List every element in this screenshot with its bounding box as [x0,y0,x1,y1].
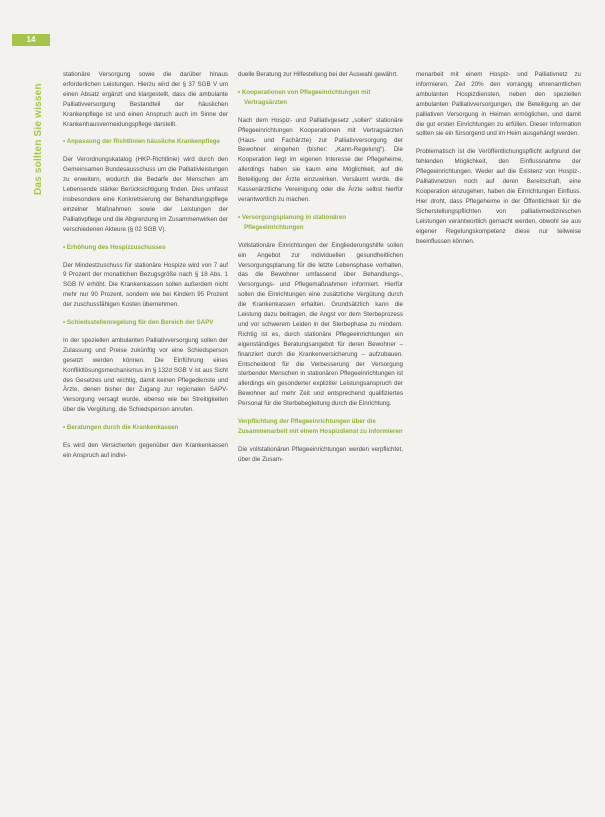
page-number: 14 [12,34,50,46]
subheading: • Anpassung der Richtlinien häusliche Krankenpflege [63,137,228,147]
subheading: • Beratungen durch die Krankenkassen [63,423,228,433]
paragraph: Die vollstationären Pflegeeinrichtungen werden verpflichtet, über die Zusam- [238,445,403,463]
paragraph: stationäre Versorgung sowie die darüber hinaus erforderlichen Leistungen. Hierzu wird der § 37 SGB V um einen Absatz ergänzt und klargestellt, dass die ambulante Palliativversorgung Bestandteil der häuslichen Krankenpflege ist und einen Anspruch auch im Sinne der Krankenhausvermeidungspflege darstellt. [63,71,228,128]
paragraph: Problematisch ist die Veröffentlichungspflicht aufgrund der fehlenden Möglichkeit, den Einflussnahme der Pflegeeinrichtungen. Weder auf die Existenz von Hospiz-, Palliativnetzen noch auf deren Bereitschaft, eine Kooperation einzugehen, haben die Einrichtungen Einfluss. Hier droht, dass Pflegeheime in der Öffentlichkeit für die Sicherstellungspflichten von palliativmedizinischen Leistungen verantwortlich gemacht werden, obwohl sie aus eigener Regelungskompetenz diese nur teilweise beeinflussen können. [416,148,581,245]
paragraph: Es wird den Versicherten gegenüber den Krankenkassen ein Anspruch auf indivi- [63,442,228,459]
text-column-2 [238,70,403,473]
paragraph: duelle Beratung zur Hilfestellung bei der Auswahl gewährt. [238,71,398,78]
paragraph: Der Verordnungskatalog (HKP-Richtlinie) wird durch den Gemeinsamen Bundesausschuss um die Palliativleistungen zu erweitern, wodurch die Bedarfe der Menschen am Lebensende stärker Berücksichtigung finden. Dies umfasst insbesondere eine Konkretisierung der Behandlungspflege einzelner Maßnahmen sowie der Leistungen der Palliativpflege und die Abgrenzung im Zusammenwirken der verschiedenen Akteure (§ 02 SGB V). [63,156,228,233]
text-column-3 [416,70,581,254]
paragraph: Vollstationäre Einrichtungen der Eingliederungshilfe sollen ein Angebot zur individuellen gesundheitlichen Versorgungsplanung für die letzte Lebensphase vorhalten, das die Bewohner umfassend über Behandlungs-, Versorgungs- und Pflegemaßnahmen informiert. Hierfür sollen die Einrichtungen eine zusätzliche Vergütung durch die Krankenkassen erhalten. Grundsätzlich kann die Leistung dazu beitragen, die Angst vor dem Sterbeprozess und vor schwerem Leiden in der Sterbephase zu mindern. Richtig ist es, durch stationäre Pflegeeinrichtungen ein eigenständiges Beratungsangebot für deren Bewohner – finanziert durch die Krankenversicherung – aufzubauen. Entscheidend für die Verbesserung der Versorgung sterbender Menschen in stationären Pflegeeinrichtungen ist allerdings ein gesonderter expliziter Leistungsanspruch der Bewohner auf mehr Zeit und entsprechend qualifiziertes Personal für die Sterbebegleitung durch die Einrichtung. [238,241,403,408]
paragraph: menarbeit mit einem Hospiz- und Palliativnetz zu informieren. Zeil 20% den vorrangig ehrenamtlichen ambulanten Hospizdiensten, neben den speziellen ambulanten Palliativversorgungen, die Beteiligung an der palliativen Versorgung in Heimen ermöglichen, und damit die gut ersten Einrichtungen zu erfüllen. Dieser Information sollten sie ein fürsorgend und im Heim ausgehängt werden. [416,71,581,138]
subheading: • Versorgungsplanung in stationären Pflegeeinrichtungen [238,213,403,233]
subheading: • Kooperationen von Pflegeeinrichtungen mit Vertragsärzten [238,88,403,108]
paragraph: In der speziellen ambulanten Palliativversorgung sollen der Zulassung und Preise zukünftig vor eine Schiedsperson gesetzt werden können. Die Einführung eines Konfliktlösungsmechanismus im § 132d SGB V ist aus Sicht des Gesetzes und wichtig, damit keinen Pflegedienste und Ärzte, denen bisher der Zugang zur regionalen SAPV-Versorgung versagt wurde, ebenso wie bei Streitigkeiten über die Vergütung, die Schiedsperson anrufen. [63,336,228,414]
section-side-title: Das sollten Sie wissen [33,83,44,195]
paragraph: Der Mindestzuschuss für stationäre Hospize wird von 7 auf 9 Prozent der monatlichen Bezugsgröße nach § 18 Abs. 1 SGB IV erhöht. Die Krankenkassen sollen außerdem nicht mehr nur 90 Prozent, sondern wie bei Kindern 95 Prozent der zuschussfähigen Kosten übernehmen. [63,261,228,309]
text-column-1 [63,70,228,469]
subheading: • Erhöhung des Hospizzuschusses [63,243,228,253]
subheading: Verpflichtung der Pflegeeinrichtungen über die Zusammenarbeit mit einem Hospizdienst zu informieren [238,418,403,435]
subheading: • Schiedsstellenregelung für den Bereich der SAPV [63,318,228,328]
paragraph: Nach dem Hospiz- und Palliativgesetz „sollen“ stationäre Pflegeeinrichtungen Kooperationen mit Vertragsärzten (Haus- und Fachärzte) zur Palliativversorgung der Bewohner eingehen (bisher: „Kann-Regelung“). Die Kooperation liegt im eigenen Interesse der Pflegeheime, allerdings haben sie kaum eine Möglichkeit, auf die Beteiligung der Ärzte einzuwirken. Versäumt wurde, die Kassenärztliche Vereinigung oder die Ärzte selbst hierfür verantwortlich zu machen. [238,116,403,203]
